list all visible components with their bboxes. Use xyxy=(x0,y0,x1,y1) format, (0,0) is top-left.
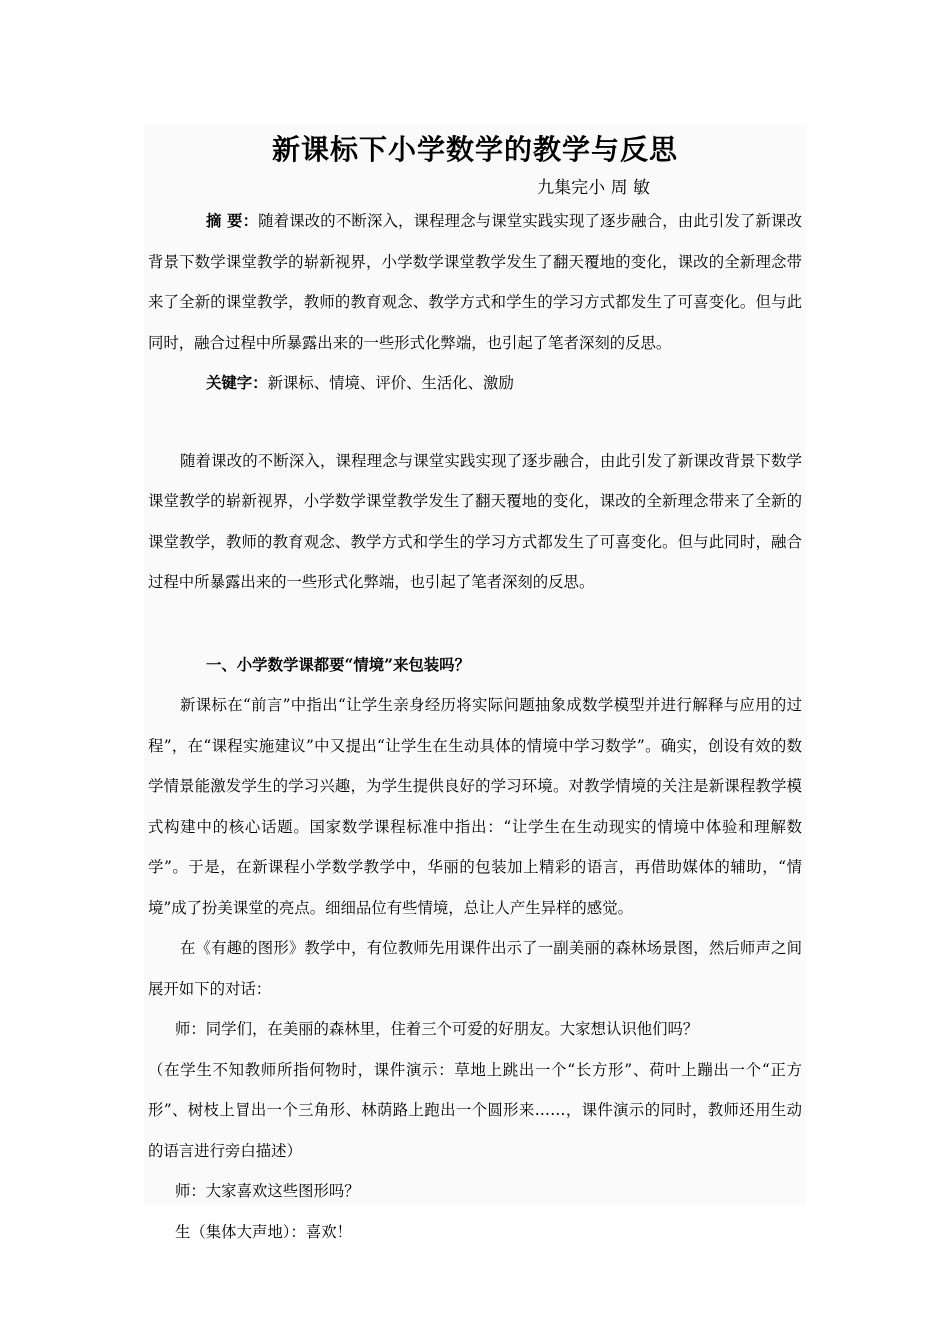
keywords-text: 新课标、情境、评价、生活化、激励 xyxy=(267,374,514,392)
document-title: 新课标下小学数学的教学与反思 xyxy=(271,133,678,166)
keywords-label: 关键字： xyxy=(206,374,268,392)
spacer xyxy=(148,404,802,441)
spacer xyxy=(148,603,802,645)
abstract-label: 摘 要： xyxy=(206,212,259,230)
author-line: 九集完小 周 敏 xyxy=(537,178,650,198)
body-paragraph: 在《有趣的图形》教学中，有位教师先用课件出示了一副美丽的森林场景图，然后师声之间展开如下的对话： xyxy=(148,939,802,998)
keywords-paragraph xyxy=(148,363,802,404)
stage-note: （在学生不知教师所指何物时，课件演示：草地上跳出一个“长方形”、荷叶上蹦出一个“正方形”、树枝上冒出一个三角形、林荫路上跑出一个圆形来……，课件演示的同时，教师还用生动的语言进行旁白描述） xyxy=(148,1060,802,1160)
section-heading: 一、小学数学课都要“情境”来包装吗？ xyxy=(206,655,470,674)
document-page xyxy=(144,125,806,1241)
dialog-line: 师：大家喜欢这些图形吗？ xyxy=(175,1182,360,1200)
body-paragraph: 新课标在“前言”中指出“让学生亲身经历将实际问题抽象成数学模型并进行解释与应用的过程”，在“课程实施建议”中又提出“让学生在生动具体的情境中学习数学”。确实，创设有效的数学情景能激发学生的学习兴趣，为学生提供良好的学习环境。对教学情境的关注是新课程教学模式构建中的核心话题。国家数学课程标准中指出：“让学生在生动现实的情境中体验和理解数学”。于是，在新课程小学数学教学中，华丽的包装加上精彩的语言，再借助媒体的辅助，“情境”成了扮美课堂的亮点。细细品位有些情境，总让人产生异样的感觉。 xyxy=(148,696,802,917)
abstract-paragraph xyxy=(148,201,802,363)
intro-paragraph: 随着课改的不断深入，课程理念与课堂实践实现了逐步融合，由此引发了新课改背景下数学课堂教学的崭新视界，小学数学课堂教学发生了翻天覆地的变化，课改的全新理念带来了全新的课堂教学，教师的教育观念、教学方式和学生的学习方式都发生了可喜变化。但与此同时，融合过程中所暴露出来的一些形式化弊端，也引起了笔者深刻的反思。 xyxy=(148,451,802,591)
dialog-line: 师：同学们，在美丽的森林里，住着三个可爱的好朋友。大家想认识他们吗？ xyxy=(175,1020,699,1038)
dialog-line: 生（集体大声地）：喜欢！ xyxy=(175,1222,352,1241)
abstract-text: 随着课改的不断深入，课程理念与课堂实践实现了逐步融合，由此引发了新课改背景下数学课堂教学的崭新视界，小学数学课堂教学发生了翻天覆地的变化，课改的全新理念带来了全新的课堂教学，教师的教育观念、教学方式和学生的学习方式都发生了可喜变化。但与此同时，融合过程中所暴露出来的一些形式化弊端，也引起了笔者深刻的反思。 xyxy=(148,212,802,352)
